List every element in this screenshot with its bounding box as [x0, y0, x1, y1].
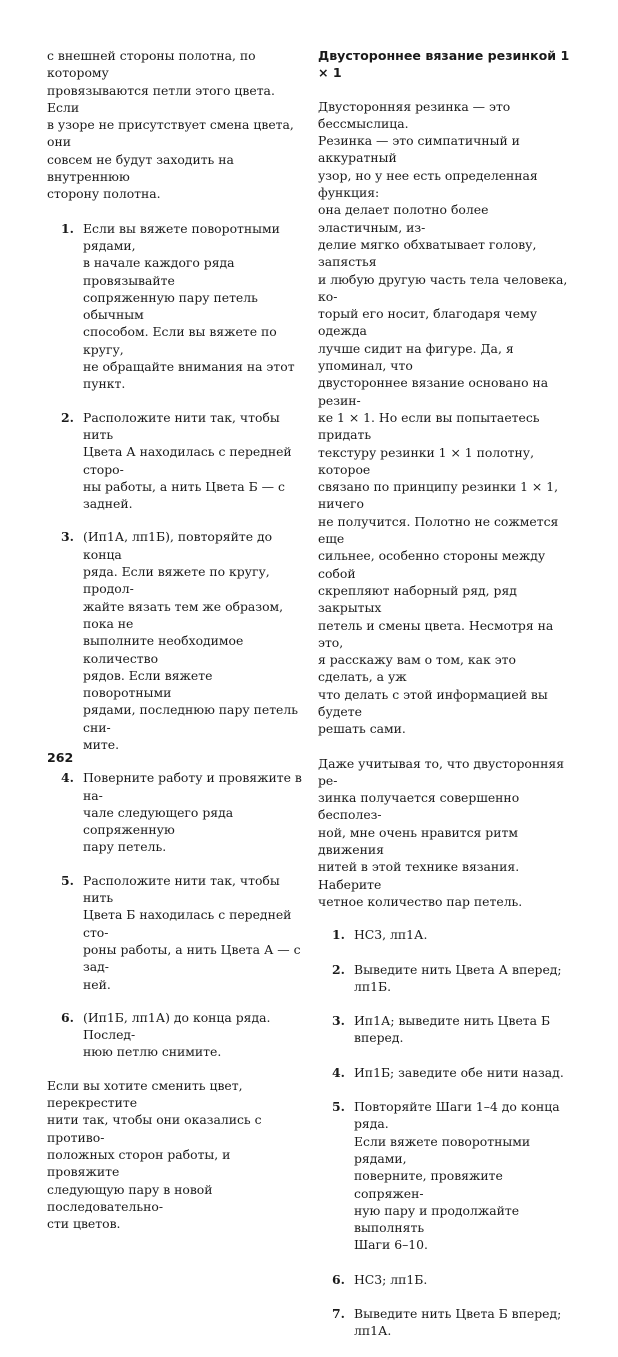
step-number: 6. — [61, 1009, 74, 1025]
list-item — [61, 528, 302, 753]
step-number: 7. — [332, 1306, 345, 1321]
step-text: НС3, лп1А. — [354, 927, 428, 943]
step-text: (Ип1А, лп1Б), повторяйте до конца ряда. Если вяжете по кругу, продол- жайте вязать тем же образом, пока не выполните необходимое количество рядов. Если вяжете поворотными рядами, последнюю пару петель сни- мите. — [83, 529, 299, 752]
list-item — [61, 1009, 302, 1061]
step-number: 5. — [332, 1099, 345, 1115]
list-item — [332, 961, 573, 996]
list-item — [61, 872, 302, 993]
step-text: НС3; лп1Б. — [354, 1271, 428, 1287]
step-number: 6. — [332, 1271, 345, 1287]
step-number: 2. — [332, 961, 345, 977]
intro-paragraph: с внешней стороны полотна, по которому провязываются петли этого цвета. Если в узоре не присутствует смена цвета, они совсем не будут заходить на внутреннюю сторону полотна. — [47, 48, 294, 202]
section-heading: Двустороннее вязание резинкой 1 × 1 — [318, 48, 570, 81]
step-number: 1. — [61, 220, 74, 236]
step-number: 2. — [61, 409, 74, 425]
list-item — [332, 1305, 573, 1340]
list-item — [332, 926, 573, 943]
body-paragraph: Двусторонняя резинка — это бессмыслица. Резинка — это симпатичный и аккуратный узор, но у нее есть определенная функция: она делает полотно более эластичным, из- делие мягко обхватывает голову, запястья и любую другую часть тела человека, ко- торый его носит, благодаря чему одежда лучше сидит на фигуре. Да, я упоминал, что двустороннее вязание основано на резин- ке 1 × 1. Но если вы попытаетесь придать текстуру резинки 1 × 1 полотну, которое связано по принципу резинки 1 × 1, ничего не получится. Полотно не сожмется еще сильнее, особенно стороны между собой скрепляют наборный ряд, ряд закрытых петель и смены цвета. Несмотря на это, я расскажу вам о том, как это сделать, а уж что делать с этой информацией вы будете решать сами. — [318, 98, 568, 737]
step-text: Выведите нить Цвета Б вперед; лп1А. — [354, 1306, 562, 1339]
step-number: 4. — [332, 1064, 345, 1080]
step-number: 5. — [61, 872, 74, 888]
step-text: (Ип1Б, лп1А) до конца ряда. Послед- нюю петлю снимите. — [83, 1009, 271, 1060]
list-item — [332, 1271, 573, 1288]
list-item — [61, 220, 302, 393]
right-steps-list — [332, 926, 573, 1339]
step-text: Расположите нити так, чтобы нить Цвета Б находилась с передней сто- роны работы, а нить Цвета А — с зад- ней. — [83, 872, 301, 992]
step-text: Ип1Б; заведите обе нити назад. — [354, 1064, 564, 1080]
left-column — [47, 47, 302, 1232]
body-paragraph: Даже учитывая то, что двусторонняя ре- зинка получается совершенно бесполез- ной, мне очень нравится ритм движения нитей в этой технике вязания. Наберите четное количество пар петель. — [318, 755, 565, 909]
step-number: 3. — [332, 1013, 345, 1029]
step-text: Поверните работу и провяжите в на- чале следующего ряда сопряженную пару петель. — [83, 770, 302, 855]
step-text: Выведите нить Цвета А вперед; лп1Б. — [354, 961, 562, 994]
step-text: Ип1А; выведите нить Цвета Б вперед. — [354, 1013, 551, 1046]
step-number: 3. — [61, 529, 74, 545]
step-number: 1. — [332, 927, 345, 943]
step-text: Если вы вяжете поворотными рядами, в начале каждого ряда провязывайте сопряженную пару петель обычным способом. Если вы вяжете по кругу, не обращайте внимания на этот пункт. — [83, 220, 295, 392]
outro-paragraph: Если вы хотите сменить цвет, перекрестите нити так, чтобы они оказались с противо- положных сторон работы, и провяжите следующую пару в новой последовательно- сти цветов. — [47, 1077, 262, 1232]
step-text: Расположите нити так, чтобы нить Цвета А находилась с передней сторо- ны работы, а нить Цвета Б — с задней. — [83, 409, 292, 512]
list-item — [332, 1098, 573, 1254]
left-steps-list — [61, 220, 302, 1061]
step-number: 4. — [61, 770, 74, 786]
paragraph-spacer — [318, 738, 573, 755]
page-number: 262 — [47, 750, 74, 765]
right-column — [318, 47, 573, 1357]
list-item — [61, 769, 302, 855]
list-item — [332, 1064, 573, 1081]
step-text: Повторяйте Шаги 1–4 до конца ряда. Если вяжете поворотными рядами, поверните, провяжите сопряжен- ную пару и продолжайте выполнять Шаги 6–10. — [354, 1099, 560, 1253]
list-item — [332, 1012, 573, 1047]
list-item — [61, 409, 302, 513]
